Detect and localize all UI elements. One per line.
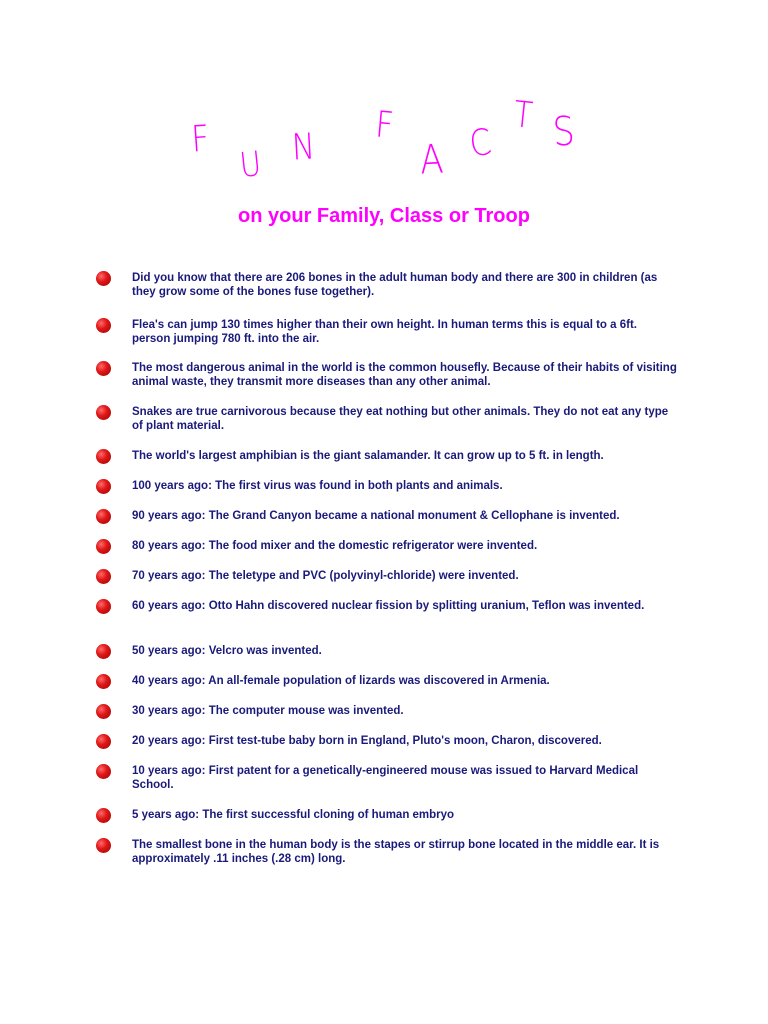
red-sphere-bullet-icon bbox=[96, 539, 111, 554]
red-sphere-bullet-icon bbox=[96, 674, 111, 689]
red-sphere-bullet-icon bbox=[96, 318, 111, 333]
fact-text: 10 years ago: First patent for a genetically-engineered mouse was issued to Harvard Medical School. bbox=[132, 765, 639, 791]
title-letters bbox=[0, 0, 768, 200]
title-letter: F bbox=[373, 104, 395, 147]
fact-text: 30 years ago: The computer mouse was invented. bbox=[132, 705, 404, 717]
red-sphere-bullet-icon bbox=[96, 509, 111, 524]
red-sphere-bullet-icon bbox=[96, 838, 111, 853]
title-letter: N bbox=[290, 126, 316, 169]
fact-text: Did you know that there are 206 bones in the adult human body and there are 300 in children (as they grow some of the bones fuse together). bbox=[132, 272, 658, 298]
red-sphere-bullet-icon bbox=[96, 599, 111, 614]
title-letter: C bbox=[467, 121, 494, 166]
fact-text: 90 years ago: The Grand Canyon became a national monument & Cellophane is invented. bbox=[132, 510, 620, 522]
fact-text: 100 years ago: The first virus was found in both plants and animals. bbox=[132, 480, 503, 492]
fact-text: 40 years ago: An all-female population of lizards was discovered in Armenia. bbox=[132, 675, 550, 687]
fact-text: 5 years ago: The first successful cloning of human embryo bbox=[132, 809, 455, 821]
fact-text: The world's largest amphibian is the giant salamander. It can grow up to 5 ft. in length. bbox=[132, 450, 604, 462]
red-sphere-bullet-icon bbox=[96, 569, 111, 584]
fact-text: 70 years ago: The teletype and PVC (polyvinyl-chloride) were invented. bbox=[132, 570, 519, 582]
fact-text: Snakes are true carnivorous because they eat nothing but other animals. They do not eat any type of plant material. bbox=[132, 406, 669, 432]
fact-text: The most dangerous animal in the world is the common housefly. Because of their habits of visiting animal waste, they transmit more diseases than any other animal. bbox=[132, 362, 677, 388]
red-sphere-bullet-icon bbox=[96, 734, 111, 749]
fact-text: 50 years ago: Velcro was invented. bbox=[132, 645, 322, 657]
red-sphere-bullet-icon bbox=[96, 405, 111, 420]
title-letter: F bbox=[190, 118, 211, 161]
red-sphere-bullet-icon bbox=[96, 644, 111, 659]
title-letter: S bbox=[551, 108, 577, 156]
title-letter: U bbox=[237, 144, 264, 186]
fact-text: The smallest bone in the human body is the stapes or stirrup bone located in the middle ear. It is approximately .11 inches (.28 cm) long. bbox=[132, 839, 660, 865]
red-sphere-bullet-icon bbox=[96, 361, 111, 376]
red-sphere-bullet-icon bbox=[96, 704, 111, 719]
title-letter: T bbox=[511, 94, 535, 137]
fact-text: 20 years ago: First test-tube baby born in England, Pluto's moon, Charon, discovered. bbox=[132, 735, 602, 747]
red-sphere-bullet-icon bbox=[96, 479, 111, 494]
title-letter: A bbox=[418, 136, 445, 184]
subtitle: on your Family, Class or Troop bbox=[238, 205, 530, 227]
red-sphere-bullet-icon bbox=[96, 764, 111, 779]
fact-text: Flea's can jump 130 times higher than their own height. In human terms this is equal to a 6ft. person jumping 780 ft. into the air. bbox=[132, 319, 637, 345]
red-sphere-bullet-icon bbox=[96, 449, 111, 464]
red-sphere-bullet-icon bbox=[96, 808, 111, 823]
red-sphere-bullet-icon bbox=[96, 271, 111, 286]
fact-text: 60 years ago: Otto Hahn discovered nuclear fission by splitting uranium, Teflon was invented. bbox=[132, 600, 645, 612]
fact-text: 80 years ago: The food mixer and the domestic refrigerator were invented. bbox=[132, 540, 538, 552]
